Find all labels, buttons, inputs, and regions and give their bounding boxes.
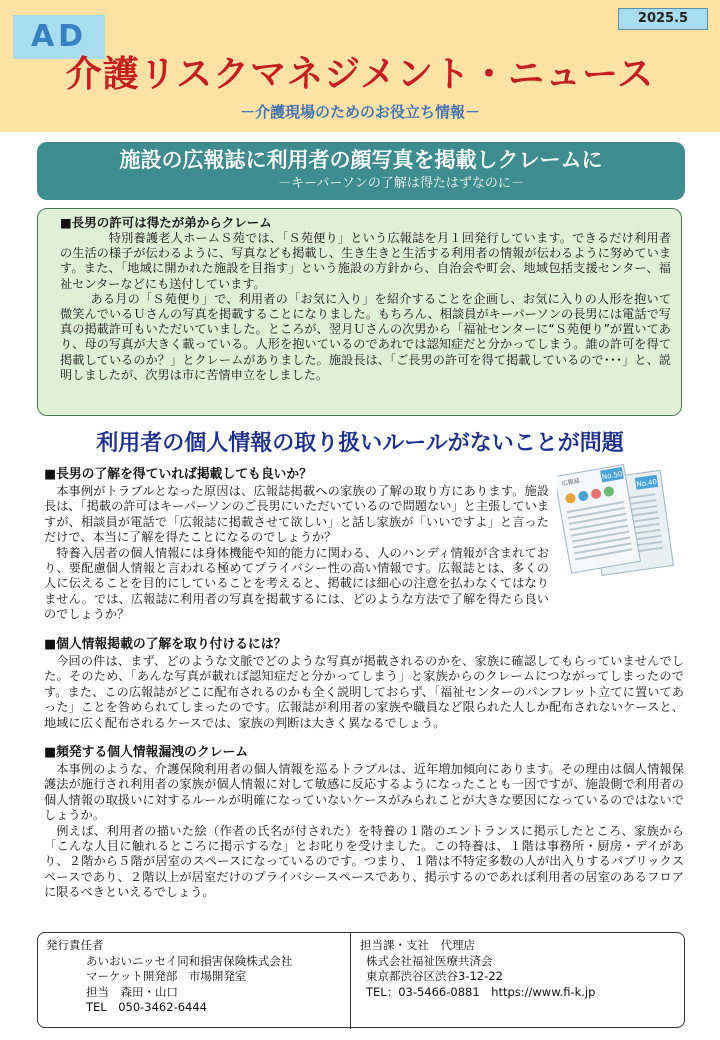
agency-label: 担当課・支社 代理店 bbox=[360, 938, 475, 952]
footer-divider bbox=[350, 933, 351, 1029]
section-heading: ■長男の了解を得ていれば掲載しても良いか？ bbox=[44, 467, 313, 482]
newsletter-label: 広報誌 bbox=[561, 477, 581, 488]
publisher-company: あいおいニッセイ同和損害保険株式会社 bbox=[86, 953, 293, 968]
newsletter-title: 介護リスクマネジメント・ニュース bbox=[65, 54, 655, 95]
section-heading: ■頻発する個人情報漏洩のクレーム bbox=[44, 745, 249, 760]
body-paragraph: 今回の件は、まず、どのような文脈でどのような写真が掲載されるのかを、家族に確認してもらっていませんでした。そのため、「あんな写真が載れば認知症だと分かってしまう」と家族からのクレームにつながってしまったのです。また、この広報誌がどこに配布されるのかも全く説明しておらず、「福祉センターのパンフレット立てに置いてあった」ことを咎められてしまったのです。広報誌が利用者の家族や職員など限られた人しか配布されないケースと、地域に広く配布されるケースでは、家族の判断は大きく異なるでしょう。 bbox=[44, 654, 684, 730]
section-privacy-claims bbox=[44, 744, 684, 901]
section-heading: ■個人情報掲載の了解を取り付けるには？ bbox=[44, 637, 287, 652]
publisher-phone: TEL 050-3462-6444 bbox=[86, 1000, 207, 1014]
case-story-paragraph: ある月の「Ｓ苑便り」で、利用者の「お気に入り」を紹介することを企画し、お気に入りの人形を抱いて微笑んでいるＵさんの写真を掲載することになりました。もちろん、相談員がキーパーソンの長男には電話で写真の掲載許可もいただいていました。ところが、翌月Ｕさんの次男から「福祉センターに“Ｓ苑便り”が置いてあり、母の写真が大きく載っている。人形を抱いているのであれでは認知症だと分かってしまう。誰の許可を得て掲載しているのか？」とクレームがありました。施設長は、「ご長男の許可を得て掲載しているので･･･」と、説明しましたが、次男は市に苦情申立をしました。 bbox=[60, 291, 671, 382]
article-title-banner bbox=[37, 142, 685, 200]
publisher-footer bbox=[37, 932, 685, 1028]
section-consent-method bbox=[44, 636, 684, 731]
article-title: 施設の広報誌に利用者の顔写真を掲載しクレームに bbox=[119, 148, 603, 172]
newsletter-subtitle: －介護現場のためのお役立ち情報－ bbox=[239, 103, 480, 121]
agency-address: 東京都渋谷区渋谷3-12-22 bbox=[366, 969, 503, 983]
publisher-label: 発行責任者 bbox=[46, 938, 104, 952]
body-paragraph: 特養入居者の個人情報には身体機能や知的能力に関わる、人のハンディ情報が含まれており、要配慮個人情報と言われる極めてプライバシー性の高い情報です。広報誌とは、多くの人に伝えることを目的にしていることを考えると、掲載には細心の注意を払わなくてはなりません。では、広報誌に利用者の写真を掲載するには、どのような方法で了解を得たら良いのでしょうか？ bbox=[44, 545, 549, 622]
case-story-heading: ■長男の許可は得たが弟からクレーム bbox=[60, 215, 272, 230]
body-paragraph: 本事例のような、介護保険利用者の個人情報を巡るトラブルは、近年増加傾向にあります。その理由は個人情報保護法が施行され利用者の家族が個人情報に対して敏感に反応するようになったことも一因ですが、施設側で利用者の個人情報の取扱いに対するルールが明確になっていないケースがみられことが大きな要因になっているのではないでしょうか。 bbox=[44, 762, 684, 823]
ad-badge-label: AD bbox=[30, 19, 88, 54]
section-consent-question bbox=[44, 466, 549, 623]
agency-company: 株式会社福祉医療共済会 bbox=[366, 953, 493, 968]
issue-number-label: No.50 bbox=[601, 469, 623, 482]
issue-number-label: No.40 bbox=[635, 477, 658, 489]
issue-date: 2025.5 bbox=[618, 8, 708, 30]
section-title: 利用者の個人情報の取り扱いルールがないことが問題 bbox=[96, 431, 624, 456]
newsletter-icon bbox=[557, 462, 675, 580]
case-story-box bbox=[37, 208, 682, 416]
publisher-info bbox=[46, 938, 346, 1016]
agency-contact: TEL：03-5466-0881 https://www.fi-k.jp bbox=[366, 984, 596, 999]
body-paragraph: 本事例がトラブルとなった原因は、広報誌掲載への家族の了解の取り方にあります。施設長は、「掲載の許可はキーパーソンのご長男にいただいているので問題ない」と主張していますが、相談員が電話で「広報誌に掲載させて欲しい」と話し家族が「いいですよ」と言っただけで、本当に了解を得たことになるのでしょうか？ bbox=[44, 484, 549, 545]
publisher-contact-person: 担当 森田・山口 bbox=[86, 984, 178, 999]
newsletter-header bbox=[0, 0, 720, 132]
body-paragraph: 例えば、利用者の描いた絵（作者の氏名が付された）を特養の１階のエントランスに掲示したところ、家族から「こんな人目に触れるところに掲示するな」とお叱りを受けました。この特養は、１階は事務所・厨房・デイがあり、２階から５階が居室のスペースになっているのです。つまり、１階は不特定多数の人が出入りするパブリックスペースであり、２階以上が居室だけのプライバシースペースであり、掲示するのであれば利用者の居室のあるフロアに限るべきといえるでしょう。 bbox=[44, 823, 684, 900]
publisher-department: マーケット開発部 市場開発室 bbox=[86, 969, 247, 983]
agency-info bbox=[360, 938, 680, 1000]
case-story-paragraph: 特別養護老人ホームＳ苑では、「Ｓ苑便り」という広報誌を月１回発行しています。できるだけ利用者の生活の様子が伝わるように、写真なども掲載し、生き生きと生活する利用者の情報が伝わるように努めています。また、「地域に開かれた施設を目指す」という施設の方針から、自治会や町会、地域包括支援センター、福祉センターなどにも送付しています。 bbox=[60, 231, 671, 291]
article-subtitle: －キーパーソンの了解は得たはずなのに－ bbox=[278, 176, 524, 191]
